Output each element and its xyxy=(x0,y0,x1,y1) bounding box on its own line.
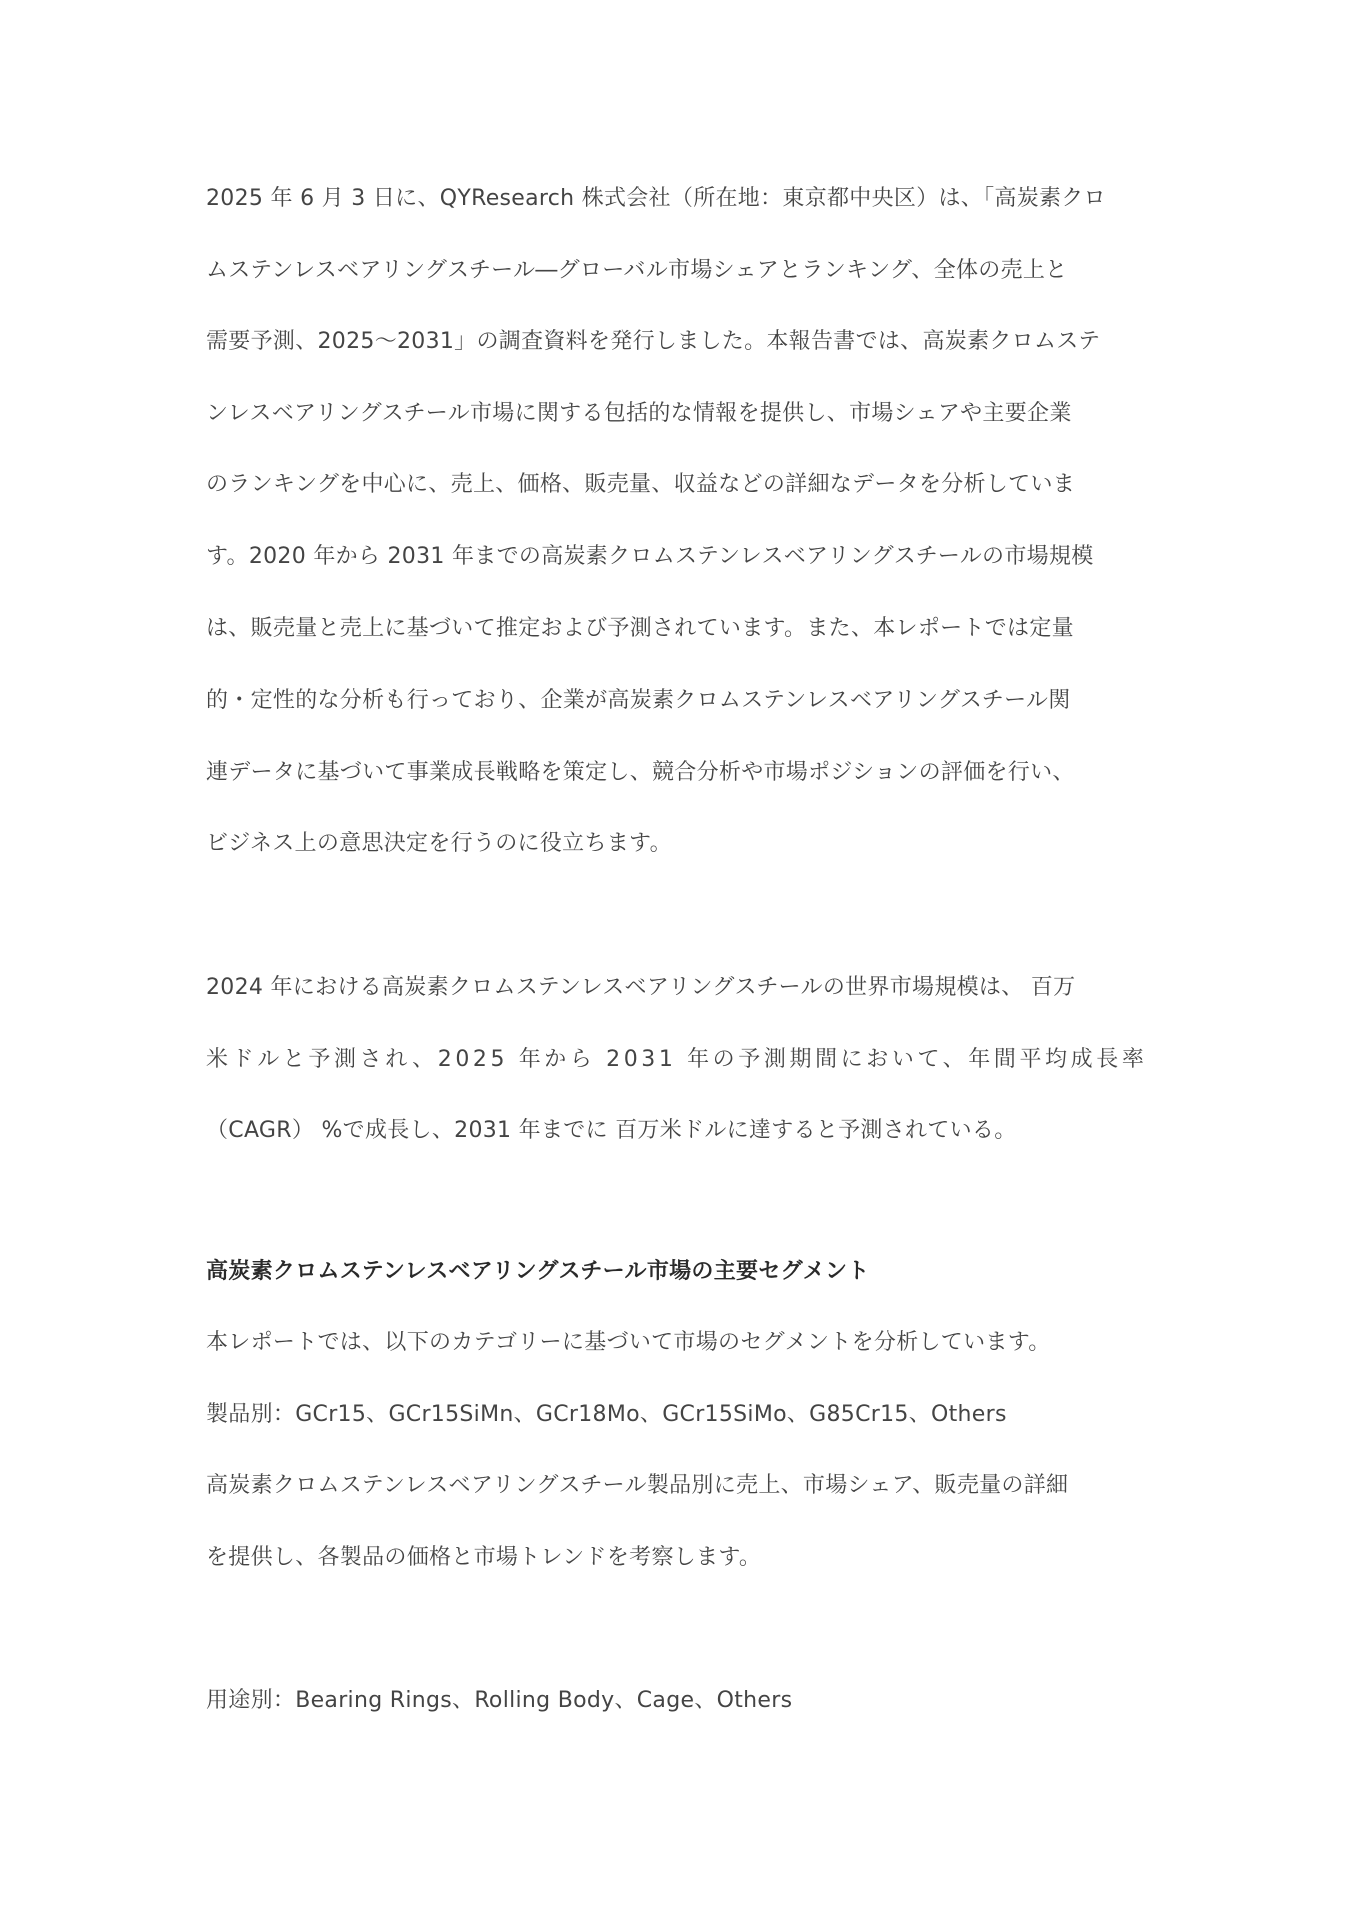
paragraph-line: は、販売量と売上に基づいて推定および予測されています。また、本レポートでは定量 xyxy=(206,616,1074,641)
segment-intro: 本レポートでは、以下のカテゴリーに基づいて市場のセグメントを分析しています。 xyxy=(206,1330,1051,1355)
paragraph-line: す。2020 年から 2031 年までの高炭素クロムステンレスベアリングスチールの市場規模 xyxy=(206,544,1094,569)
market-size-line: 2024 年における高炭素クロムステンレスベアリングスチールの世界市場規模は、 百万 xyxy=(206,975,1076,1000)
section-heading: 高炭素クロムステンレスベアリングスチール市場の主要セグメント xyxy=(206,1259,870,1284)
product-note-line: 高炭素クロムステンレスベアリングスチール製品別に売上、市場シェア、販売量の詳細 xyxy=(206,1473,1069,1498)
paragraph-line: ビジネス上の意思決定を行うのに役立ちます。 xyxy=(206,831,672,856)
paragraph-line: ンレスベアリングスチール市場に関する包括的な情報を提供し、市場シェアや主要企業 xyxy=(206,401,1072,426)
market-size-line: 米ドルと予測され、2025 年から 2031 年の予測期間において、年間平均成長率 xyxy=(206,1047,1148,1072)
paragraph-line: 的・定性的な分析も行っており、企業が高炭素クロムステンレスベアリングスチール関 xyxy=(206,688,1071,713)
paragraph-line: ムステンレスベアリングスチール―グローバル市場シェアとランキング、全体の売上と xyxy=(206,258,1068,283)
segment-by-product: 製品別：GCr15、GCr15SiMn、GCr18Mo、GCr15SiMo、G85Cr15、Others xyxy=(206,1402,1007,1427)
segment-by-application: 用途別：Bearing Rings、Rolling Body、Cage、Others xyxy=(206,1688,793,1713)
paragraph-line: 2025 年 6 月 3 日に、QYResearch 株式会社（所在地：東京都中央区）は、「高炭素クロ xyxy=(206,186,1106,211)
paragraph-line: 連データに基づいて事業成長戦略を策定し、競合分析や市場ポジションの評価を行い、 xyxy=(206,760,1075,785)
product-note-line: を提供し、各製品の価格と市場トレンドを考察します。 xyxy=(206,1545,762,1570)
market-size-line: （CAGR） %で成長し、2031 年までに 百万米ドルに達すると予測されている。 xyxy=(206,1118,1017,1143)
paragraph-line: 需要予測、2025～2031」の調査資料を発行しました。本報告書では、高炭素クロムステ xyxy=(206,329,1101,354)
paragraph-line: のランキングを中心に、売上、価格、販売量、収益などの詳細なデータを分析していま xyxy=(206,472,1076,497)
